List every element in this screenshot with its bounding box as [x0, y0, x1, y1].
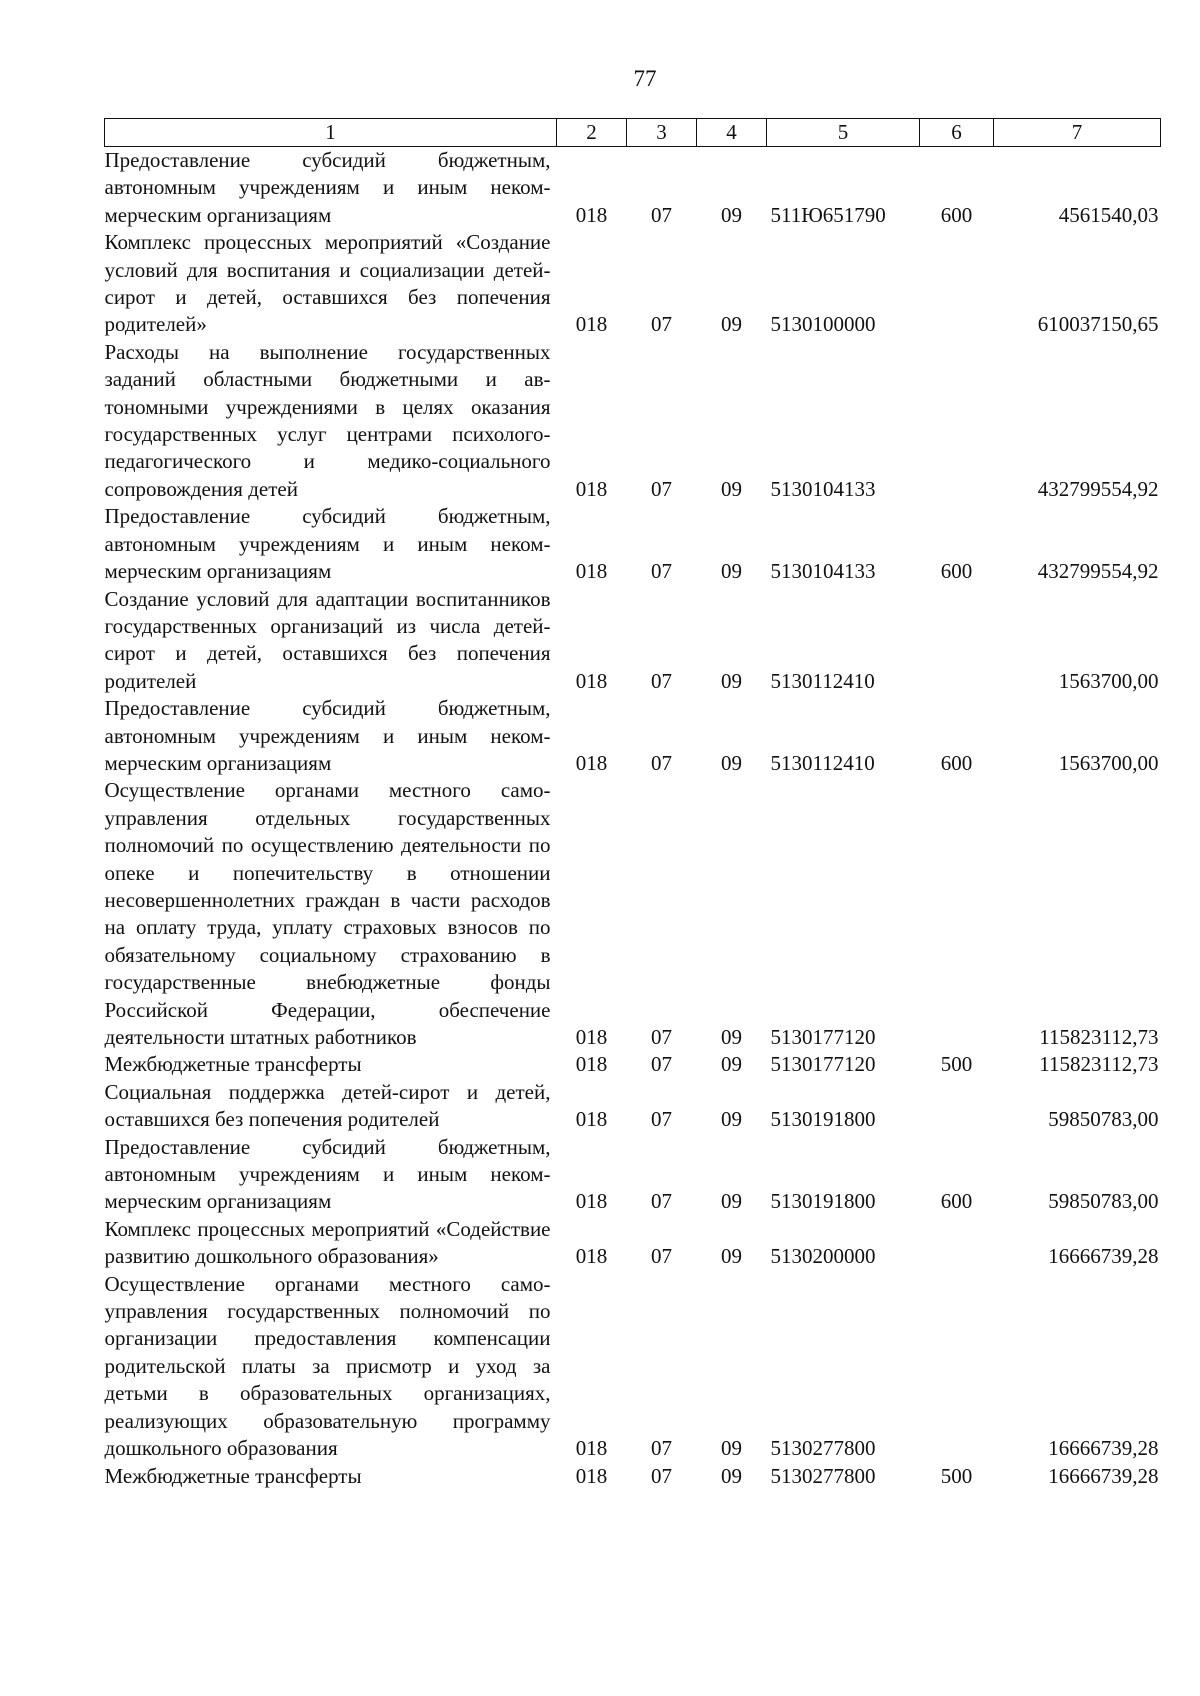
target-article-cell: 5130112410 [770, 750, 875, 775]
table-row [105, 695, 1161, 777]
ministry-code-cell: 018 [575, 202, 608, 227]
budget-table [104, 118, 1161, 1490]
expense-type-cell [920, 1271, 994, 1463]
expense-type-cell: 600 [940, 750, 973, 775]
table-row [105, 777, 1161, 1051]
row-name-cell: Осуществление органами местного самоуправления государственных полномочий по организации предоставления компенсации родительской платы за присмотр и уход за детьми в образовательных организациях, реализующих образовательную программу дошкольного образования [104, 1271, 551, 1461]
section-code-cell: 07 [651, 1189, 672, 1214]
subsection-code-cell: 09 [721, 1244, 742, 1269]
subsection-code-cell: 09 [721, 559, 742, 584]
row-name-cell: Расходы на выполнение государственных заданий областными бюджетными и автономными учреждениями в целях оказания государственных услуг центрами психолого-педагогического и медико-социального сопровождения детей [104, 339, 551, 501]
ministry-code-cell: 018 [575, 1436, 608, 1461]
target-article-cell: 5130191800 [770, 1189, 876, 1214]
subsection-code-cell: 09 [721, 202, 742, 227]
expense-type-cell: 600 [940, 1189, 973, 1214]
target-article-cell: 5130177120 [770, 1052, 876, 1077]
row-name-cell: Предоставление субсидий бюджетным, автономным учреждениям и иным некоммерческим организациям [104, 504, 551, 584]
header-row [105, 119, 1161, 147]
row-name-cell: Осуществление органами местного самоуправления отдельных государственных полномочий по осуществлению деятельности по опеке и попечительству в отношении несовершеннолетних граждан в части расходов на оплату труда, уплату страховых взносов по обязательному социальному страхованию в государственные внебюджетные фонды Российской Федерации, обеспечение деятельности штатных работников [104, 778, 551, 1049]
expense-type-cell [920, 586, 994, 696]
section-code-cell: 07 [651, 1436, 672, 1461]
table-row [105, 586, 1161, 696]
table-row [105, 503, 1161, 585]
amount-cell: 59850783,00 [1048, 1107, 1159, 1132]
section-code-cell: 07 [651, 202, 672, 227]
amount-cell: 610037150,65 [1037, 312, 1159, 337]
ministry-code-cell: 018 [575, 476, 608, 501]
amount-cell: 1563700,00 [1058, 668, 1159, 693]
section-code-cell: 07 [651, 1107, 672, 1132]
table-row [105, 1079, 1161, 1134]
subsection-code-cell: 09 [721, 668, 742, 693]
expense-type-cell: 600 [940, 559, 973, 584]
expense-type-cell [920, 339, 994, 503]
amount-cell: 115823112,73 [1039, 1052, 1159, 1077]
expense-type-cell: 600 [940, 202, 973, 227]
expense-type-cell: 500 [940, 1052, 973, 1077]
ministry-code-cell: 018 [575, 1463, 608, 1488]
section-code-cell: 07 [651, 668, 672, 693]
row-name-cell: Комплекс процессных мероприятий «Создание условий для воспитания и социализации детей-сирот и детей, оставшихся без попечения родителей» [104, 230, 551, 337]
subsection-code-cell: 09 [721, 1436, 742, 1461]
section-code-cell: 07 [651, 559, 672, 584]
table-row [105, 339, 1161, 503]
row-name-cell: Межбюджетные трансферты [104, 1052, 362, 1077]
amount-cell: 16666739,28 [1048, 1244, 1159, 1269]
target-article-cell: 5130177120 [770, 1025, 876, 1049]
table-row [105, 1051, 1161, 1078]
row-name-cell: Комплекс процессных мероприятий «Содействие развитию дошкольного образования» [104, 1216, 551, 1269]
subsection-code-cell: 09 [721, 1189, 742, 1214]
amount-cell: 16666739,28 [1048, 1463, 1159, 1488]
expense-type-cell [920, 1216, 994, 1271]
section-code-cell: 07 [651, 476, 672, 501]
table-header [105, 119, 1161, 147]
section-code-cell: 07 [651, 1025, 672, 1049]
expense-type-cell [920, 229, 994, 339]
section-code-cell: 07 [651, 1052, 672, 1077]
ministry-code-cell: 018 [575, 312, 608, 337]
amount-cell: 115823112,73 [1039, 1025, 1159, 1049]
subsection-code-cell: 09 [721, 1052, 742, 1077]
amount-cell: 432799554,92 [1037, 559, 1159, 584]
subsection-code-cell: 09 [721, 476, 742, 501]
target-article-cell: 5130191800 [770, 1107, 876, 1132]
subsection-code-cell: 09 [721, 1107, 742, 1132]
ministry-code-cell: 018 [575, 750, 608, 775]
row-name-cell: Социальная поддержка детей-сирот и детей, оставшихся без попечения родителей [104, 1079, 551, 1132]
column-header: 4 [697, 119, 767, 147]
section-code-cell: 07 [651, 312, 672, 337]
amount-cell: 16666739,28 [1048, 1436, 1159, 1461]
section-code-cell: 07 [651, 750, 672, 775]
ministry-code-cell: 018 [575, 1107, 608, 1132]
table-row [105, 1271, 1161, 1463]
subsection-code-cell: 09 [721, 750, 742, 775]
target-article-cell: 511Ю651790 [770, 202, 886, 227]
target-article-cell: 5130104133 [770, 476, 876, 501]
target-article-cell: 5130104133 [770, 559, 876, 584]
table-body [105, 147, 1161, 1490]
table-row [105, 1134, 1161, 1216]
target-article-cell: 5130277800 [770, 1436, 876, 1461]
column-header: 1 [105, 119, 557, 147]
expense-type-cell [920, 1079, 994, 1134]
table-row [105, 229, 1161, 339]
column-header: 5 [767, 119, 920, 147]
table-row [105, 1463, 1161, 1490]
section-code-cell: 07 [651, 1244, 672, 1269]
target-article-cell: 5130112410 [770, 668, 875, 693]
amount-cell: 4561540,03 [1058, 202, 1159, 227]
expense-type-cell: 500 [940, 1463, 973, 1488]
expense-type-cell [920, 777, 994, 1051]
target-article-cell: 5130277800 [770, 1463, 876, 1488]
target-article-cell: 5130100000 [770, 312, 876, 337]
page-number: 77 [633, 66, 657, 91]
ministry-code-cell: 018 [575, 559, 608, 584]
subsection-code-cell: 09 [721, 312, 742, 337]
column-header: 3 [627, 119, 697, 147]
amount-cell: 432799554,92 [1037, 476, 1159, 501]
target-article-cell: 5130200000 [770, 1244, 876, 1269]
amount-cell: 1563700,00 [1058, 750, 1159, 775]
subsection-code-cell: 09 [721, 1463, 742, 1488]
row-name-cell: Предоставление субсидий бюджетным, автономным учреждениям и иным некоммерческим организациям [104, 148, 551, 227]
section-code-cell: 07 [651, 1463, 672, 1488]
amount-cell: 59850783,00 [1048, 1189, 1159, 1214]
column-header: 2 [557, 119, 627, 147]
row-name-cell: Предоставление субсидий бюджетным, автономным учреждениям и иным некоммерческим организациям [104, 696, 551, 775]
ministry-code-cell: 018 [575, 1244, 608, 1269]
ministry-code-cell: 018 [575, 1025, 608, 1049]
row-name-cell: Межбюджетные трансферты [104, 1463, 362, 1488]
ministry-code-cell: 018 [575, 1052, 608, 1077]
row-name-cell: Создание условий для адаптации воспитанников государственных организаций из числа детей-сирот и детей, оставшихся без попечения родителей [104, 586, 551, 693]
column-header: 6 [920, 119, 994, 147]
column-header: 7 [994, 119, 1161, 147]
table-row [105, 1216, 1161, 1271]
table-row [105, 147, 1161, 230]
ministry-code-cell: 018 [575, 668, 608, 693]
ministry-code-cell: 018 [575, 1189, 608, 1214]
row-name-cell: Предоставление субсидий бюджетным, автономным учреждениям и иным некоммерческим организациям [104, 1134, 551, 1214]
subsection-code-cell: 09 [721, 1025, 742, 1049]
